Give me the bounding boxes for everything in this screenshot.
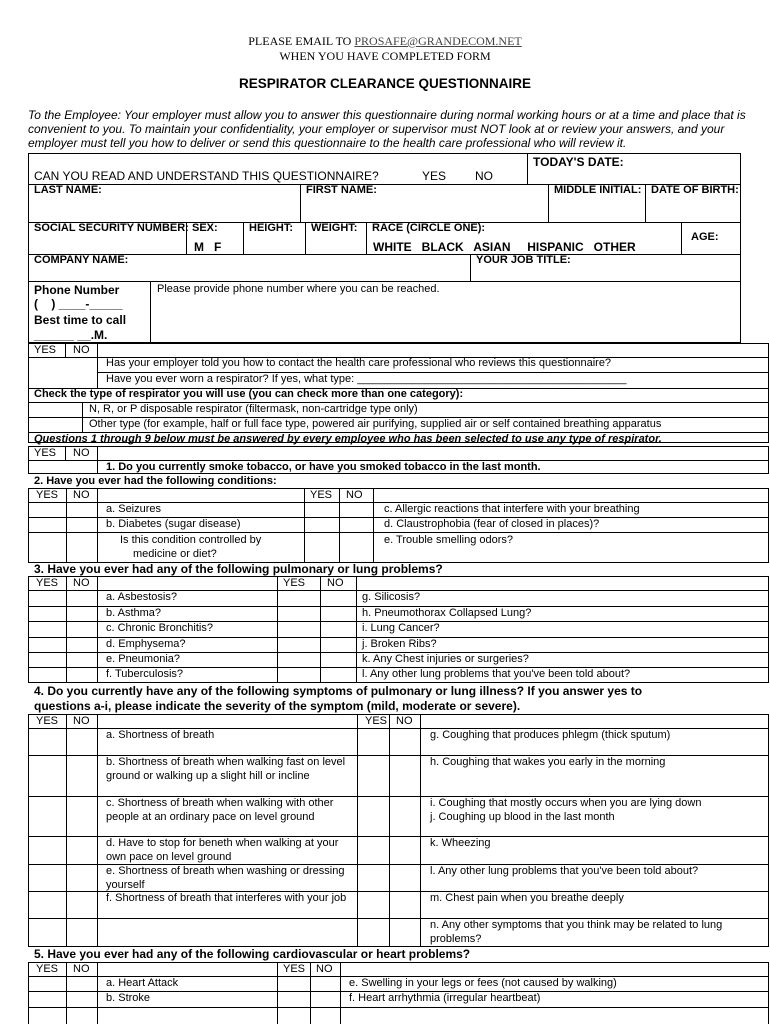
q2-seizures: a. Seizures	[106, 503, 162, 515]
general-yes-header: YES	[34, 344, 57, 356]
q3-pneumothorax: h. Pneumothorax Collapsed Lung?	[362, 607, 532, 619]
q5-yes-left: YES	[36, 963, 59, 975]
q4-breath-walking-fast: b. Shortness of breath when walking fast on level ground or walking up a slight hill or incline	[106, 756, 346, 782]
q4-cough-phlegm: g. Coughing that produces phlegm (thick sputum)	[430, 729, 671, 741]
ssn-label: SOCIAL SECURITY NUMBER:	[34, 222, 189, 234]
middle-initial-label: MIDDLE INITIAL:	[554, 184, 642, 196]
sex-label: SEX:	[192, 222, 218, 234]
email-instruction-line2: WHEN YOU HAVE COMPLETED FORM	[279, 49, 491, 63]
todays-date-label: TODAY'S DATE:	[533, 155, 624, 169]
q3-no-left: NO	[73, 577, 90, 589]
q4-cough-lying: i. Coughing that mostly occurs when you are lying down	[430, 797, 702, 809]
last-name-label: LAST NAME:	[34, 184, 102, 196]
q4-other-lung: l. Any other lung problems that you've been told about?	[430, 865, 699, 877]
can-read-no[interactable]: NO	[475, 169, 493, 183]
q1-yes-header: YES	[34, 447, 57, 459]
weight-label: WEIGHT:	[311, 222, 358, 234]
q5-stroke: b. Stroke	[106, 992, 151, 1004]
q2-yes-right: YES	[310, 489, 333, 501]
sex-options[interactable]: M F	[194, 240, 222, 254]
q5-no-right: NO	[316, 963, 333, 975]
company-name-label: COMPANY NAME:	[34, 254, 129, 266]
email-link[interactable]: PROSAFE@GRANDECOM.NET	[354, 34, 522, 48]
q3-tuberculosis: f. Tuberculosis?	[106, 668, 184, 680]
q4-no-right: NO	[396, 715, 413, 727]
q2-diabetes-controlled-2: medicine or diet?	[133, 548, 217, 560]
q1-smoke-tobacco: 1. Do you currently smoke tobacco, or have you smoked tobacco in the last month.	[106, 461, 541, 473]
q4-cough-morning: h. Coughing that wakes you early in the morning	[430, 756, 666, 768]
q4-title-2: questions a-i, please indicate the severity of the symptom (mild, moderate or severe).	[34, 699, 521, 713]
q5-swelling: e. Swelling in your legs or fees (not caused by walking)	[349, 977, 617, 989]
q5-arrhythmia: f. Heart arrhythmia (irregular heartbeat)	[349, 992, 541, 1004]
q4-wheezing: k. Wheezing	[430, 837, 491, 849]
q4-breath-job: f. Shortness of breath that interferes with your job	[106, 892, 347, 904]
job-title-label: YOUR JOB TITLE:	[476, 254, 571, 266]
q3-asbestosis: a. Asbestosis?	[106, 591, 177, 603]
q2-claustrophobia: d. Claustrophobia (fear of closed in places)?	[384, 518, 600, 530]
q4-stop-for-breath: d. Have to stop for beneth when walking at your own pace on level ground	[106, 837, 339, 863]
q2-allergic: c. Allergic reactions that interfere with your breathing	[384, 503, 640, 515]
q4-title-1: 4. Do you currently have any of the following symptoms of pulmonary or lung illness? If you answer yes to	[34, 684, 643, 698]
q4-breath-walking-others: c. Shortness of breath when walking with other people at an ordinary pace on level ground	[106, 797, 334, 823]
q3-yes-right: YES	[283, 577, 306, 589]
q4-breath-washing: e. Shortness of breath when washing or dressing yourself	[106, 865, 345, 891]
q2-no-left: NO	[73, 489, 90, 501]
q2-diabetes-controlled: Is this condition controlled by	[120, 534, 262, 546]
q5-yes-right: YES	[283, 963, 306, 975]
q4-other-symptoms: n. Any other symptoms that you think may be related to lung problems?	[430, 919, 723, 945]
q-contact-professional: Has your employer told you how to contact the health care professional who reviews this questionnaire?	[106, 357, 612, 369]
q3-lung-cancer: i. Lung Cancer?	[362, 622, 440, 634]
q4-chest-pain: m. Chest pain when you breathe deeply	[430, 892, 624, 904]
phone-format[interactable]: ( ) ____-_____	[34, 297, 123, 311]
dob-label: DATE OF BIRTH:	[651, 184, 739, 196]
first-name-label: FIRST NAME:	[306, 184, 377, 196]
q3-broken-ribs: j. Broken Ribs?	[362, 638, 437, 650]
q3-bronchitis: c. Chronic Bronchitis?	[106, 622, 213, 634]
email-prefix: PLEASE EMAIL TO	[248, 34, 355, 48]
q5-no-left: NO	[73, 963, 90, 975]
q1-no-header: NO	[73, 447, 90, 459]
phone-number-label: Phone Number	[34, 283, 120, 297]
phone-prompt: Please provide phone number where you can be reached.	[157, 283, 440, 295]
can-read-yes[interactable]: YES	[422, 169, 447, 183]
intro-paragraph: To the Employee: Your employer must allow you to answer this questionnaire during normal working hours or at a time and place that is convenient to you. To maintain your confidentiality, your employer or supervisor must NOT look at or review your answers, and your employer must tell you how to deliver or send this questionnaire to the health care professional who will review it.	[28, 108, 746, 150]
q5-heart-attack: a. Heart Attack	[106, 977, 179, 989]
q3-other-lung: l. Any other lung problems that you've been told about?	[362, 668, 631, 680]
best-time-label: Best time to call	[34, 313, 127, 327]
q-worn-respirator[interactable]: Have you ever worn a respirator? If yes, what type: ____________________________________________	[106, 373, 627, 385]
general-no-header: NO	[73, 344, 90, 356]
race-options[interactable]: WHITE BLACK ASIAN HISPANIC OTHER	[373, 240, 636, 254]
q2-no-right: NO	[346, 489, 363, 501]
q5-title: 5. Have you ever had any of the following cardiovascular or heart problems?	[34, 947, 471, 961]
q3-title: 3. Have you ever had any of the following pulmonary or lung problems?	[34, 562, 443, 576]
q4-table	[28, 714, 769, 947]
type-disposable[interactable]: N, R, or P disposable respirator (filtermask, non-cartridge type only)	[89, 403, 418, 415]
q4-shortness-breath: a. Shortness of breath	[106, 729, 215, 741]
q2-title: 2. Have you ever had the following conditions:	[34, 475, 277, 487]
q4-cough-blood: j. Coughing up blood in the last month	[430, 811, 615, 823]
q3-silicosis: g. Silicosis?	[362, 591, 421, 603]
time-format[interactable]: ______ __.M.	[34, 328, 108, 342]
q3-asthma: b. Asthma?	[106, 607, 162, 619]
q1-9-note: Questions 1 through 9 below must be answered by every employee who has been selected to use any type of respirator.	[34, 433, 662, 445]
age-label: AGE:	[691, 231, 719, 243]
form-title: RESPIRATOR CLEARANCE QUESTIONNAIRE	[238, 76, 532, 91]
q4-yes-left: YES	[36, 715, 59, 727]
q2-diabetes: b. Diabetes (sugar disease)	[106, 518, 241, 530]
q4-yes-right: YES	[365, 715, 388, 727]
q3-chest-injuries: k. Any Chest injuries or surgeries?	[362, 653, 529, 665]
q3-yes-left: YES	[36, 577, 59, 589]
q2-smelling: e. Trouble smelling odors?	[384, 534, 514, 546]
can-read-question: CAN YOU READ AND UNDERSTAND THIS QUESTIONNAIRE?	[34, 169, 379, 183]
type-other[interactable]: Other type (for example, half or full face type, powered air purifying, supplied air or self contained breathing apparatus	[89, 418, 662, 430]
q4-no-left: NO	[73, 715, 90, 727]
q3-no-right: NO	[327, 577, 344, 589]
q3-pneumonia: e. Pneumonia?	[106, 653, 180, 665]
email-instruction	[0, 34, 770, 49]
race-label: RACE (CIRCLE ONE):	[372, 222, 486, 234]
height-label: HEIGHT:	[249, 222, 293, 234]
q2-yes-left: YES	[36, 489, 59, 501]
q3-emphysema: d. Emphysema?	[106, 638, 186, 650]
check-respirator-type: Check the type of respirator you will use (you can check more than one category):	[34, 388, 464, 400]
